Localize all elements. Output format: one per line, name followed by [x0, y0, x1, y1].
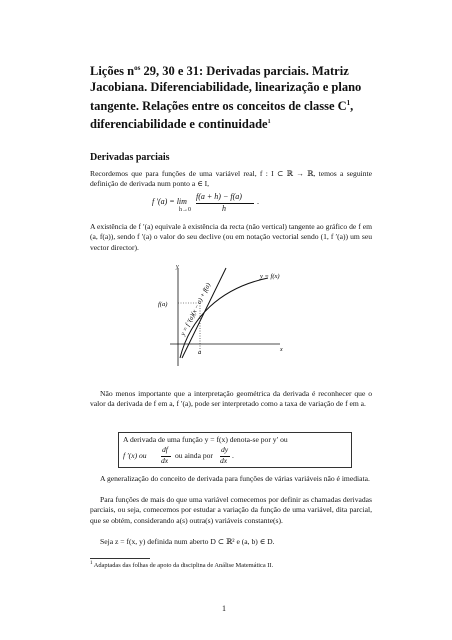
frac-num: df — [162, 445, 168, 454]
box-text: ou ainda por — [175, 451, 213, 460]
paragraph: Para funções de mais do que uma variável comecemos por definir as chamadas derivadas parciais, ou seja, comecemos por estudar a variação da função de uma variável, dita parcial, que se obtém, considerando a(s) outra(s) variáveis constante(s). — [90, 495, 372, 525]
footnote — [90, 561, 273, 569]
frac-den: dx — [161, 456, 169, 465]
y-axis-label: y — [176, 264, 179, 270]
footnote-mark: 1 — [90, 561, 93, 566]
title-sup: os — [134, 64, 141, 72]
tangent-label: y = f ′(a)(x − a) + f(a) — [179, 281, 213, 337]
x-axis-label: x — [280, 347, 283, 353]
footnote-text: Adaptadas das folhas de apoio da disciplina de Análise Matemática II. — [93, 562, 274, 570]
derivative-formula — [152, 192, 312, 216]
formula-numerator: f(a + h) − f(a) — [196, 192, 242, 201]
box-text: . — [232, 451, 234, 460]
footnote-rule — [90, 558, 150, 559]
formula-denominator: h — [222, 204, 226, 213]
box-text: f ′(x) ou — [123, 451, 147, 460]
section-heading: Derivadas parciais — [90, 152, 170, 163]
paragraph: A existência de f ′(a) equivale à existência da recta (não vertical) tangente ao gráfico de f em (a, f(a)), sendo f ′(a) o valor do seu declive (ou em notação vectorial sendo (1, f ′(a)) um seu vector director). — [90, 222, 372, 252]
title-sup: 1 — [346, 99, 351, 108]
frac-num: dy — [221, 445, 229, 454]
title-part: , diferenciabilidade e continuidade — [90, 99, 354, 132]
fa-label: f(a) — [158, 301, 168, 308]
title-part: Lições n — [90, 64, 135, 79]
curve-label: y = f(x) — [260, 273, 280, 280]
formula-lhs: f ′(a) = lim — [152, 197, 187, 206]
paragraph: A generalização do conceito de derivada para funções de várias variáveis não é imediata. — [100, 474, 370, 483]
formula-end: . — [257, 197, 259, 206]
frac-den: dx — [220, 456, 228, 465]
paragraph: Seja z = f(x, y) definida num aberto D ⊂ ℝ² e (a, b) ∈ D. — [100, 537, 275, 546]
tangent-figure — [140, 258, 320, 370]
notation-box — [118, 432, 352, 468]
page-number: 1 — [222, 604, 226, 613]
paragraph: Não menos importante que a interpretação geométrica da derivada é reconhecer que o valor da derivada de f em a, f ′(a), pode ser interpretado como a taxa de variação de f em a. — [90, 389, 372, 409]
a-label: a — [198, 349, 202, 356]
formula-lim-sub: h→0 — [179, 207, 191, 213]
box-line: A derivada de uma função y = f(x) denota-se por y′ ou — [123, 435, 288, 444]
footnote-ref: 1 — [267, 119, 271, 126]
title-part: 29, 30 e 31: Derivadas parciais. Matriz Jacobiana. Diferenciabilidade, linearização e plano tangente. Relações entre os conceitos de classe C — [90, 64, 362, 114]
paragraph: Recordemos que para funções de uma variável real, f : I ⊂ ℝ → ℝ, temos a seguinte definição de derivada num ponto a ∈ I, — [90, 169, 372, 189]
tangent-line — [182, 268, 226, 358]
document-title — [90, 60, 372, 132]
